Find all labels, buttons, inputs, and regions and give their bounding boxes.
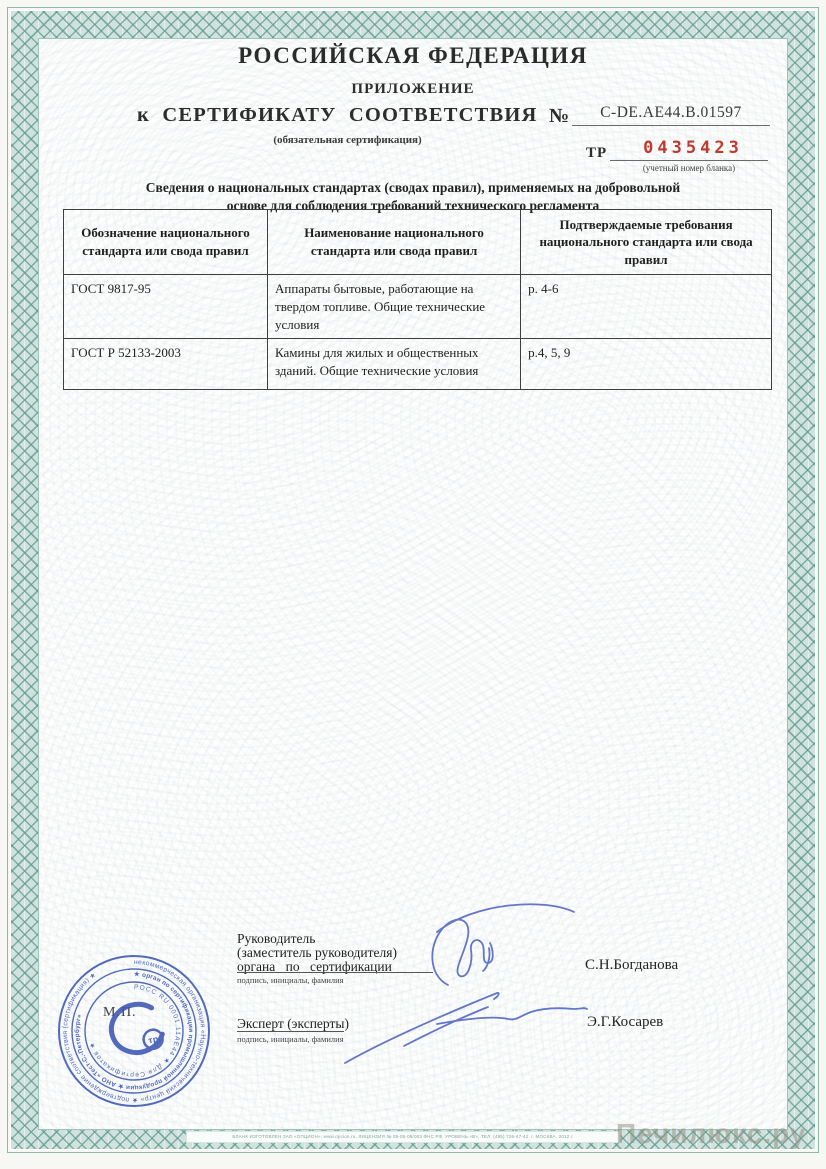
cell-requirements: р. 4-6	[521, 275, 772, 339]
number-sign: №	[549, 105, 570, 127]
expert-signature-caption: подпись, инициалы, фамилия	[237, 1034, 344, 1044]
stamp-emblem	[107, 1000, 165, 1057]
stamp-ring-outer-text: некоммерческая организация «Научно-технический центр» ★ подтверждение соответствия (сертификация) ★	[61, 958, 207, 1104]
stamp-ring-middle-text: ★ орган по сертификации промышленной продукции ★ АНО «Тест-С.-Петербург»	[73, 970, 195, 1092]
certification-stamp	[58, 955, 210, 1107]
stamp-inner-circle	[85, 982, 183, 1080]
header-name: Наименование национального стандарта или свода правил	[268, 210, 521, 275]
stamp-rings	[59, 956, 209, 1106]
cell-designation: ГОСТ Р 52133-2003	[64, 339, 268, 390]
table-row	[64, 339, 772, 390]
head-name: С.Н.Богданова	[585, 957, 679, 973]
header-designation: Обозначение национального стандарта или свода правил	[64, 210, 268, 275]
stamp-ring-inner-text: РОСС RU.0001.11АЕ44 ★ Для Сертификатов ★	[88, 983, 182, 1079]
head-role-line1: Руководитель	[237, 931, 316, 946]
site-watermark: Печилюкс.ру	[616, 1118, 807, 1149]
intro-text-line1: Сведения о национальных стандартах (сводах правил), применяемых на добровольной	[145, 180, 681, 195]
blank-print-info: БЛАНК ИЗГОТОВЛЕН ЗАО «ОПЦИОН», www.opcion.ru, ЛИЦЕНЗИЯ № 05-05-09/003 ФНС РФ, УРОВЕНЬ «В», ТЕЛ. (495) 726-47-42, г. МОСКВА, 2012 г.	[186, 1131, 620, 1143]
head-role-line2: (заместитель руководителя)	[237, 945, 397, 960]
certificate-title: к СЕРТИФИКАТУ СООТВЕТСТВИЯ	[137, 104, 538, 126]
mandatory-certification-note: (обязательная сертификация)	[273, 134, 422, 146]
cell-name: Камины для жилых и общественных зданий. Общие технические условия	[268, 339, 521, 390]
stamp-place-mark: М.П.	[103, 1005, 137, 1020]
head-signature-caption: подпись, инициалы, фамилия	[237, 975, 344, 985]
head-role-line3: органа по сертификации	[237, 959, 392, 974]
certificate-number: C-DE.AE44.B.01597	[572, 104, 770, 126]
blank-number-note: (учетный номер бланка)	[642, 163, 736, 173]
expert-name: Э.Г.Косарев	[587, 1014, 664, 1030]
cell-name: Аппараты бытовые, работающие на твердом топливе. Общие технические условия	[268, 275, 521, 339]
cell-requirements: р.4, 5, 9	[521, 339, 772, 390]
expert-label: Эксперт (эксперты)	[237, 1016, 349, 1031]
annex-title: ПРИЛОЖЕНИЕ	[351, 81, 475, 97]
stamp-emblem-letters: тр	[147, 1033, 160, 1046]
stamp-texts	[62, 959, 206, 1104]
table-row	[64, 275, 772, 339]
standards-table	[63, 209, 772, 390]
header-requirements: Подтверждаемые требования национального стандарта или свода правил	[521, 210, 772, 275]
table-header-row	[64, 210, 772, 275]
stamp-outer-circle	[59, 956, 209, 1106]
expert-signature-line	[237, 1031, 344, 1032]
intro-text-line2: основе для соблюдения требований технического регламента	[226, 198, 600, 213]
cell-designation: ГОСТ 9817-95	[64, 275, 268, 339]
blank-number: 0435423	[643, 138, 743, 158]
head-signature-line	[237, 972, 433, 973]
country-title: РОССИЙСКАЯ ФЕДЕРАЦИЯ	[238, 43, 588, 68]
blank-number-underline	[610, 160, 768, 161]
tr-label: ТР	[586, 145, 608, 161]
